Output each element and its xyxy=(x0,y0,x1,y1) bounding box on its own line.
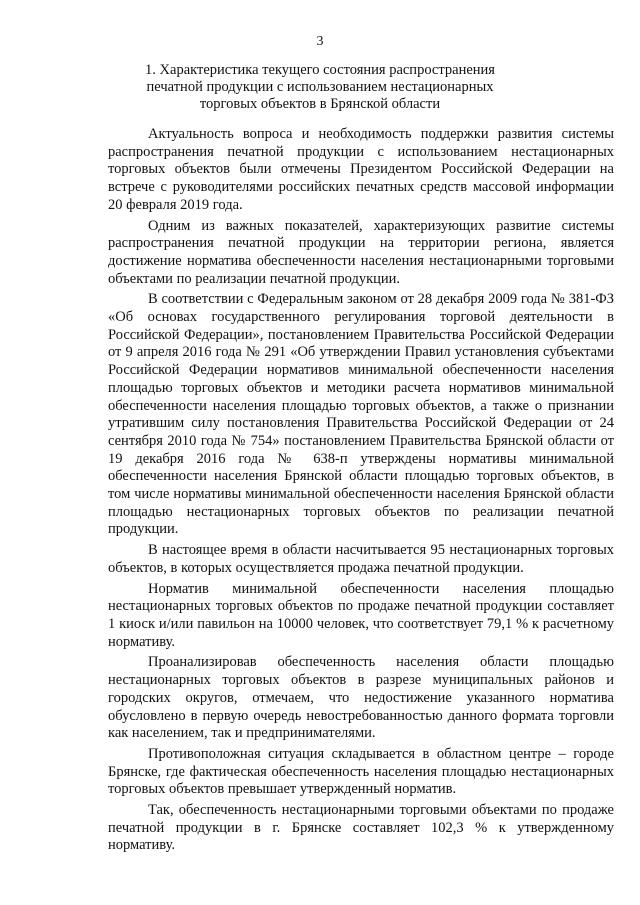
heading-line: печатной продукции с использованием нестационарных xyxy=(146,79,494,95)
document-body xyxy=(108,126,614,855)
paragraph-indicator: Одним из важных показателей, характеризующих развитие системы распространения печатной продукции на территории региона, является достижение норматива обеспеченности населения нестационарными торговыми объектами по реализации печатной продукции. xyxy=(108,217,614,287)
heading-line: 1. Характеристика текущего состояния распространения xyxy=(145,62,495,78)
paragraph-bryansk-situation: Противоположная ситуация складывается в областном центре – городе Брянске, где фактическая обеспеченность населения площадью нестационарных торговых объектов превышает утвержденный норматив. xyxy=(108,745,614,798)
paragraph-norm: Норматив минимальной обеспеченности населения площадью нестационарных торговых объектов по продаже печатной продукции составляет 1 киоск и/или павильон на 10000 человек, что соответствует 79,1 % к расчетному нормативу. xyxy=(108,580,614,650)
paragraph-relevance: Актуальность вопроса и необходимость поддержки развития системы распространения печатной продукции с использованием нестационарных торговых объектов были отмечены Президентом Российской Федерации на встрече с руководителями российских печатных средств массовой информации 20 февраля 2019 года. xyxy=(108,126,614,213)
paragraph-current-count: В настоящее время в области насчитывается 95 нестационарных торговых объектов, в которых осуществляется продажа печатной продукции. xyxy=(108,542,614,576)
page-number: 3 xyxy=(316,34,324,49)
heading-line: торговых объектов в Брянской области xyxy=(199,96,441,112)
paragraph-analysis: Проанализировав обеспеченность населения области площадью нестационарных торговых объектов в разрезе муниципальных районов и городских округов, отмечаем, что недостижение указанного норматива обусловлено в первую очередь невостребованностью данного формата торговли как населением, так и предпринимателями. xyxy=(108,654,614,742)
section-heading xyxy=(110,62,530,113)
paragraph-bryansk-ratio: Так, обеспеченность нестационарными торговыми объектами по продаже печатной продукции в г. Брянске составляет 102,3 % к утвержденному нормативу. xyxy=(108,802,614,854)
paragraph-legal-basis: В соответствии с Федеральным законом от 28 декабря 2009 года № 381-ФЗ «Об основах государственного регулирования торговой деятельности в Российской Федерации», постановлением Правительства Российской Федерации от 9 апреля 2016 года № 291 «Об утверждении Правил установления субъектами Российской Федерации нормативов минимальной обеспеченности населения площадью торговых объектов и методики расчета нормативов минимальной обеспеченности населения площадью торговых объектов, а также о признании утратившим силу постановления Правительства Российской Федерации от 24 сентября 2010 года № 754» постановлением Правительства Брянской области от 19 декабря 2016 года № 638-п утверждены нормативы минимальной обеспеченности населения Брянской области площадью торговых объектов, в том числе нормативы минимальной обеспеченности населения Брянской области площадью нестационарных торговых объектов по реализации печатной продукции. xyxy=(108,291,614,538)
